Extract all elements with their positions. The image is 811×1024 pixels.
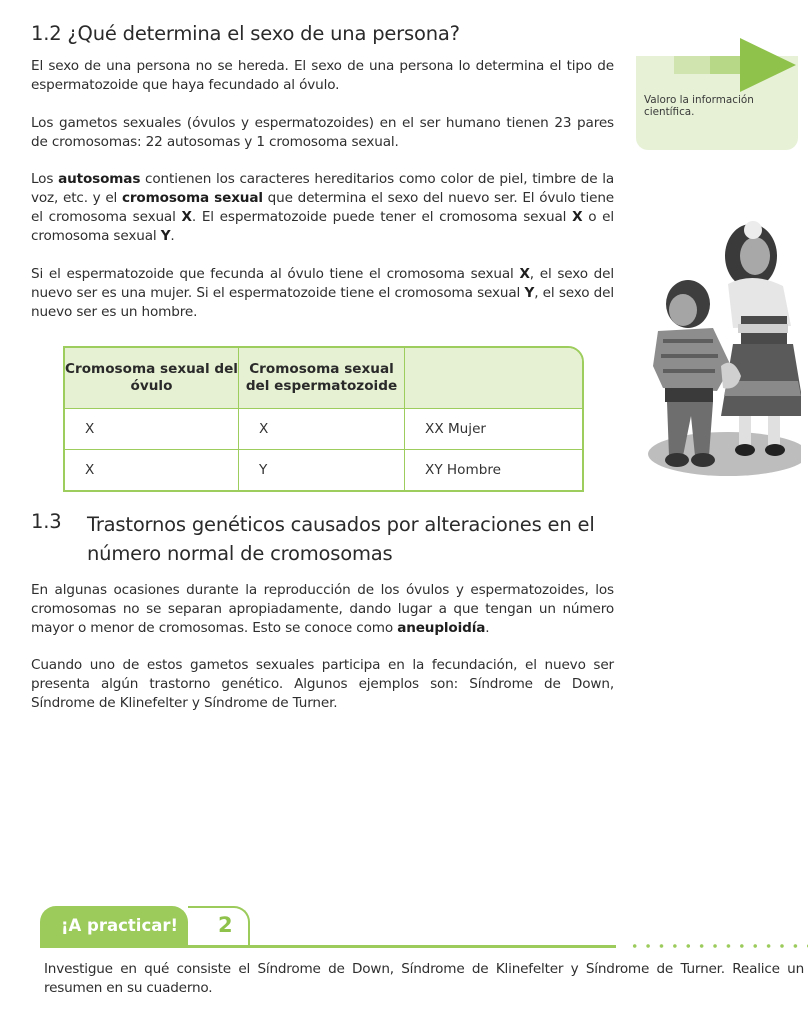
table-cell: X — [85, 421, 95, 437]
paragraph — [31, 265, 614, 322]
table-cell: XY Hombre — [404, 450, 582, 490]
section-title: 1.2 ¿Qué determina el sexo de una persona? — [31, 22, 460, 45]
paragraph: Cuando uno de estos gametos sexuales participa en la fecundación, el nuevo ser presenta algún trastorno genético. Algunos ejemplos son: Síndrome de Down, Síndrome de Klinefelter y Síndrome de Turner. — [31, 657, 614, 711]
table-header-row — [65, 348, 582, 408]
paragraph — [31, 170, 614, 246]
dotted-divider — [628, 944, 808, 948]
side-note-text: Valoro la información científica. — [644, 94, 754, 118]
bold-term: X — [181, 209, 192, 225]
bold-term: X — [572, 209, 583, 225]
table-header-cell: Cromosoma sexual del espermatozoide — [238, 348, 404, 408]
bold-term: Y — [524, 285, 535, 301]
text: o el cromosoma sexual — [31, 209, 614, 244]
practice-label: ¡A practicar! — [61, 916, 179, 935]
side-note — [636, 56, 798, 150]
bold-term: autosomas — [58, 171, 141, 187]
text: contienen los caracteres hereditarios como color de piel, timbre de la voz, etc. y el — [31, 171, 614, 206]
arrow-right-icon — [740, 38, 796, 92]
children-photo — [633, 216, 801, 478]
table-cell: Y — [238, 450, 404, 490]
text: que determina el sexo del nuevo ser. El óvulo tiene el cromosoma sexual — [31, 190, 614, 225]
section-number: 1.3 — [31, 510, 62, 533]
practice-instructions: Investigue en qué consiste el Síndrome de Down, Síndrome de Klinefelter y Síndrome de Turner. Realice un resumen en su cuaderno. — [44, 961, 804, 996]
text: . — [485, 620, 490, 636]
table-row — [65, 449, 582, 490]
paragraph — [31, 581, 614, 638]
bold-term: aneuploidía — [397, 620, 486, 636]
table-header-cell: Cromosoma sexual del óvulo — [65, 361, 238, 394]
paragraph: El sexo de una persona no se hereda. El sexo de una persona lo determina el tipo de espermatozoide que haya fecundado al óvulo. — [31, 58, 614, 93]
table-row — [65, 408, 582, 449]
text: Los — [31, 171, 59, 187]
children-illustration — [633, 216, 801, 478]
arrow-tail-segment — [674, 56, 710, 74]
text: , el sexo del nuevo ser es un hombre. — [31, 285, 614, 320]
text: Si el espermatozoide que fecunda al óvulo tiene el cromosoma sexual — [31, 266, 520, 282]
paragraph: Los gametos sexuales (óvulos y espermatozoides) en el ser humano tienen 23 pares de cromosomas: 22 autosomas y 1 cromosoma sexual. — [31, 115, 614, 150]
text: , el sexo del nuevo ser es una mujer. Si el espermatozoide tiene el cromosoma sexual — [31, 266, 614, 301]
text: En algunas ocasiones durante la reproducción de los óvulos y espermatozoides, los cromosomas no se separan apropiadamente, dando lugar a que tengan un número mayor o menor de cromosomas. Esto se conoce como — [31, 582, 614, 636]
text: . — [170, 228, 175, 244]
bold-term: Y — [160, 228, 171, 244]
practice-number: 2 — [218, 913, 233, 937]
bold-term: cromosoma sexual — [121, 190, 263, 206]
table-header-cell — [404, 348, 582, 408]
chromosome-table — [63, 346, 584, 492]
table-cell: X — [85, 462, 95, 478]
section-title: Trastornos genéticos causados por alteraciones en el número normal de cromosomas — [87, 513, 595, 565]
bold-term: X — [519, 266, 530, 282]
text: . El espermatozoide puede tener el cromosoma sexual — [191, 209, 573, 225]
divider-line — [40, 945, 616, 948]
table-cell: X — [238, 409, 404, 449]
table-cell: XX Mujer — [404, 409, 582, 449]
